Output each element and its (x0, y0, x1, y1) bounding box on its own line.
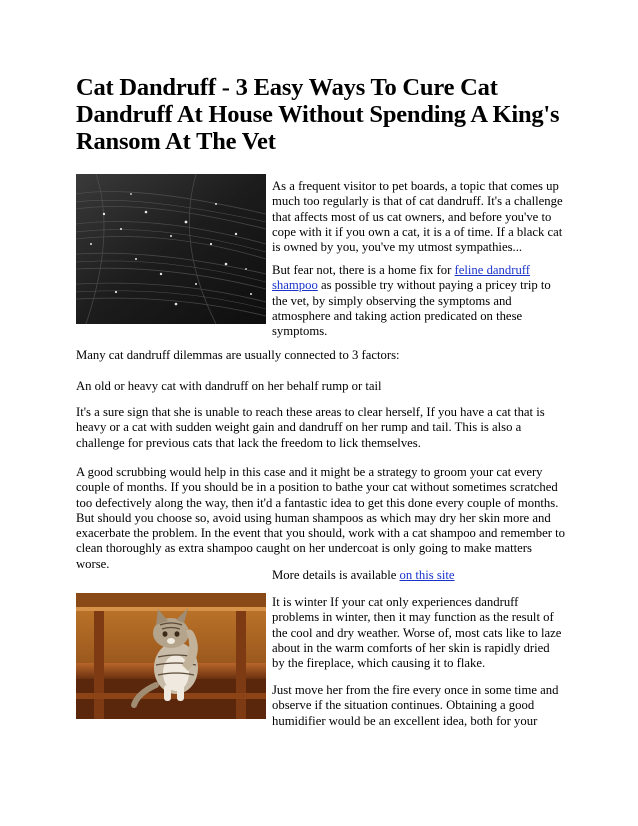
on-this-site-link[interactable]: on this site (399, 568, 455, 582)
kitten-scratching-image (76, 593, 266, 719)
kitten-drawing (76, 593, 266, 719)
scrubbing-paragraph: A good scrubbing would help in this case and it might be a strategy to groom your cat every couple of months. If you should be in a position to bathe your cat without sometimes scratched too defectively along the way, then it'd a fantastic idea to get this done every couple of months. But should you choose so, avoid using human shampoos as which may dry her skin more and exacerbate the problem. In the event that you should, work with a cat shampoo and remember to clean thoroughly as extra shampoo caught on her undercoat is only going to make matters worse. (76, 465, 566, 571)
move-her-paragraph: Just move her from the fire every once in some time and observe if the situation continues. Obtaining a good humidifier would be an excellent idea, both for your (272, 683, 559, 728)
intro-paragraph: As a frequent visitor to pet boards, a topic that comes up much too regularly is that of cat dandruff. It's a challenge that affects most of us cat owners, and before you've to cope with it if you own a cat, it is a of time. If a black cat is owned by you, you've my utmost sympathies... (272, 179, 563, 255)
fear-not-paragraph (272, 263, 564, 339)
old-heavy-cat-paragraph: An old or heavy cat with dandruff on her behalf rump or tail (76, 379, 382, 393)
more-details-paragraph (272, 568, 564, 583)
cat-fur-drawing (76, 174, 266, 324)
feline-dandruff-shampoo-link[interactable]: feline dandruff shampoo (272, 263, 531, 293)
more-details-text: More details is available (272, 568, 400, 582)
cat-fur-dandruff-image (76, 174, 266, 324)
sure-sign-paragraph: It's a sure sign that she is unable to reach these areas to clear herself, If you have a cat that is heavy or a cat with sudden weight gain and dandruff on her rump and tail. This is also a challenge for previous cats that lack the freedom to lick themselves. (76, 405, 545, 450)
factors-paragraph: Many cat dandruff dilemmas are usually connected to 3 factors: (76, 348, 400, 362)
fear-text-start: But fear not, there is a home fix for (272, 263, 455, 277)
fear-text-end: as possible try without paying a pricey trip to the vet, by simply observing the symptoms and atmosphere and taking action predicated on these symptoms. (272, 278, 551, 339)
article-title: Cat Dandruff - 3 Easy Ways To Cure Cat Dandruff At House Without Spending A King's Ransom At The Vet (76, 74, 560, 155)
winter-paragraph: It is winter If your cat only experiences dandruff problems in winter, then it may function as the result of the cool and dry weather. Worse of, most cats like to laze about in the warm comforts of her skin is rapidly dried by the fireplace, which causing it to flake. (272, 595, 562, 671)
